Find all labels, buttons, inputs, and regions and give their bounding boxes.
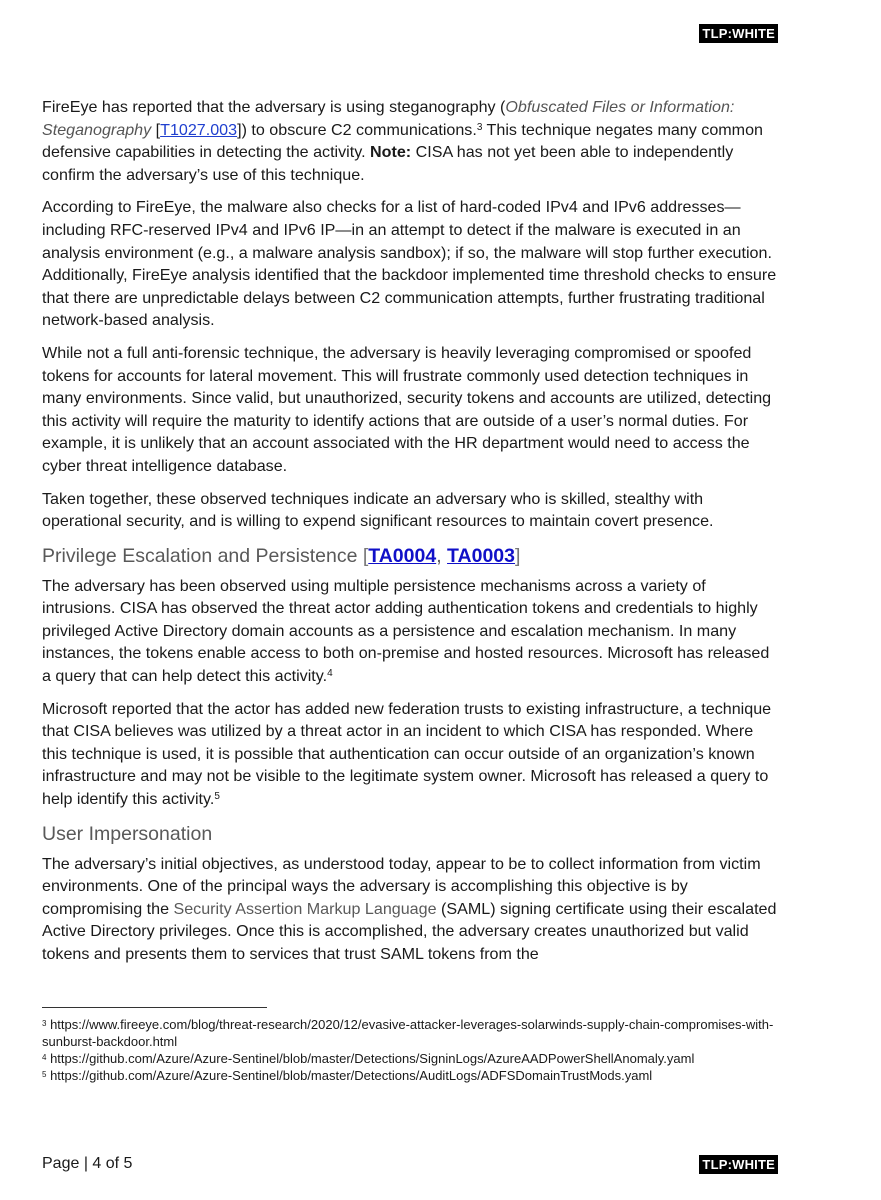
footnote-ref-4[interactable]: 4 bbox=[327, 668, 333, 680]
footnote-ref-5[interactable]: 5 bbox=[214, 791, 220, 803]
paragraph-federation-trusts: Microsoft reported that the actor has added new federation trusts to existing infrastructure, a technique that CISA believes was utilized by a threat actor in an incident to which CISA has responded. Where this technique is used, it is possible that authentication can occur outside of an organization’s known infrastructure and may not be visible to the legitimate system owner. Microsoft has released a query to help identify this activity.$^5$ bbox=[42, 699, 772, 809]
page-number: Page | 4 of 5 bbox=[42, 1155, 133, 1172]
heading-privilege-escalation: Privilege Escalation and Persistence [TA0004, TA0003] bbox=[42, 544, 521, 567]
paragraph-persistence: The adversary has been observed using multiple persistence mechanisms across a variety of intrusions. CISA has observed the threat actor adding authentication tokens and credentials to highly privileged Active Directory domain accounts as a persistence and escalation mechanism. In many instances, the tokens enable access to both on-premise and hosted resources. Microsoft has released a query that can help detect this activity.$^4$ bbox=[42, 576, 770, 686]
document-body bbox=[42, 96, 782, 976]
footnote-4-url[interactable]: https://github.com/Azure/Azure-Sentinel/blob/master/Detections/SigninLogs/AzureAADPowerShellAnomaly.yaml bbox=[46, 1051, 695, 1066]
footnotes bbox=[42, 1016, 802, 1084]
footnote-5: $^5$ https://github.com/Azure/Azure-Sentinel/blob/master/Detections/AuditLogs/ADFSDomainTrustMods.yaml bbox=[42, 1068, 653, 1083]
footnote-4: $^4$ https://github.com/Azure/Azure-Sentinel/blob/master/Detections/SigninLogs/AzureAADPowerShellAnomaly.yaml bbox=[42, 1051, 695, 1066]
note-label: Note: bbox=[370, 143, 412, 162]
link-ta0003[interactable]: TA0003 bbox=[447, 544, 515, 567]
technique-name: Obfuscated Files or Information: Steganography bbox=[42, 98, 735, 139]
tlp-label-header: TLP:WHITE bbox=[699, 24, 778, 43]
tlp-label-footer: TLP:WHITE bbox=[699, 1155, 778, 1174]
footnote-3-url[interactable]: https://www.fireeye.com/blog/threat-research/2020/12/evasive-attacker-leverages-solarwinds-supply-chain-compromises-with-sunburst-backdoor.html bbox=[42, 1017, 774, 1049]
footnote-separator bbox=[42, 1007, 267, 1008]
paragraph-ip-checks: According to FireEye, the malware also checks for a list of hard-coded IPv4 and IPv6 addresses—including RFC-reserved IPv4 and IPv6 IP—in an attempt to detect if the malware is executed in an analysis environment (e.g., a malware analysis sandbox); if so, the malware will stop further execution. Additionally, FireEye analysis identified that the backdoor implemented time threshold checks to ensure that there are unpredictable delays between C2 communication attempts, further frustrating traditional network-based analysis. bbox=[42, 198, 777, 330]
link-ta0004[interactable]: TA0004 bbox=[368, 544, 437, 567]
paragraph-summary: Taken together, these observed techniques indicate an adversary who is skilled, stealthy with operational security, and is willing to expend significant resources to maintain covert presence. bbox=[42, 489, 714, 531]
paragraph-saml: The adversary’s initial objectives, as understood today, appear to be to collect information from victim environments. One of the principal ways the adversary is accomplishing this objective is by compromising the Security Assertion Markup Language (SAML) signing certificate using their escalated Active Directory privileges. Once this is accomplished, the adversary creates unauthorized but valid tokens and presents them to services that trust SAML tokens from the bbox=[42, 854, 777, 963]
footnote-3: $^3$ https://www.fireeye.com/blog/threat-research/2020/12/evasive-attacker-leverages-solarwinds-supply-chain-compromises-with-sunburst-backdoor.html bbox=[42, 1017, 774, 1049]
paragraph-token-abuse: While not a full anti-forensic technique, the adversary is heavily leveraging compromised or spoofed tokens for accounts for lateral movement. This will frustrate commonly used detection techniques in many environments. Since valid, but unauthorized, security tokens and accounts are utilized, detecting this activity will require the maturity to identify actions that are outside of a user’s normal duties. For example, it is unlikely that an account associated with the HR department would need to access the cyber threat intelligence database. bbox=[42, 343, 772, 475]
heading-user-impersonation: User Impersonation bbox=[42, 822, 213, 845]
paragraph-steganography: FireEye has reported that the adversary is using steganography (Obfuscated Files or Information: Steganography [T1027.003]) to obscure C2 communications.$^3$ This technique negates many common defensive capabilities in detecting the activity. Note: CISA has not yet been able to independently confirm the adversary’s use of this technique. bbox=[42, 98, 763, 184]
link-t1027-003[interactable]: T1027.003 bbox=[160, 120, 238, 139]
footnote-5-url[interactable]: https://github.com/Azure/Azure-Sentinel/blob/master/Detections/AuditLogs/ADFSDomainTrustMods.yaml bbox=[46, 1068, 653, 1083]
saml-term: Security Assertion Markup Language bbox=[173, 899, 437, 918]
footnote-ref-3[interactable]: 3 bbox=[476, 121, 483, 133]
